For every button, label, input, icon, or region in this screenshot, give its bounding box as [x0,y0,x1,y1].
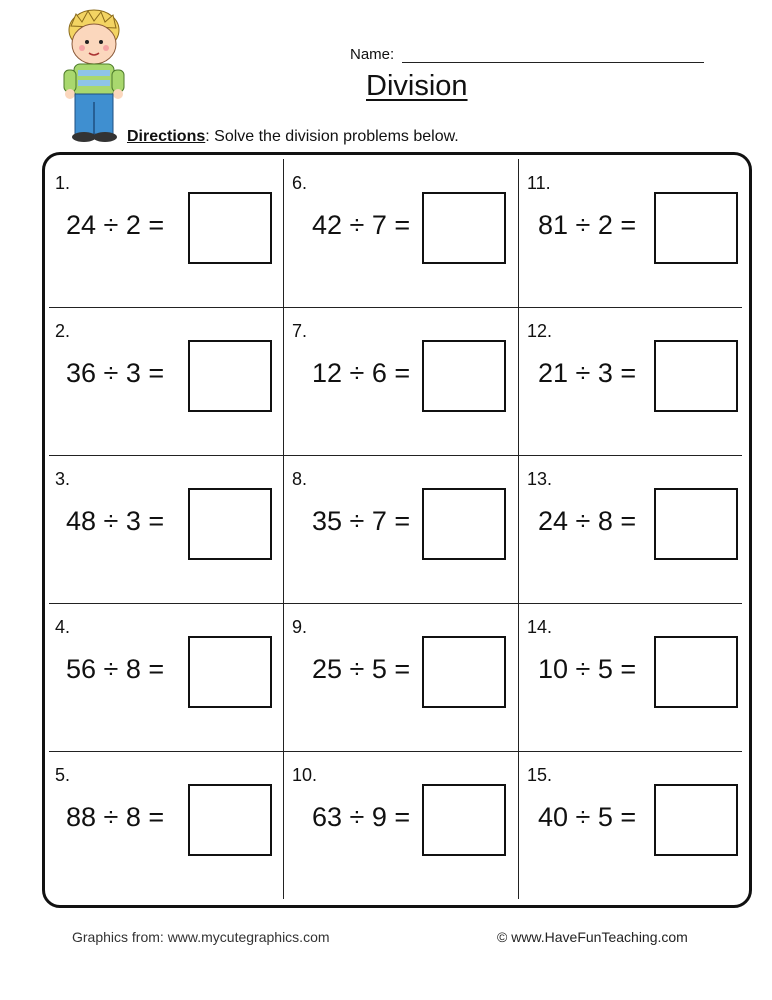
problem-equation: 63 ÷ 9 = [312,802,411,832]
problem-cell [283,155,515,303]
problem-cell [46,155,278,303]
problem-number: 12. [527,321,553,341]
problem-number: 9. [292,617,308,637]
answer-box[interactable] [188,636,272,708]
directions-label: Directions [127,128,206,145]
problem-number: 14. [527,617,553,637]
problem-number: 15. [527,765,553,785]
directions-text: : Solve the division problems below. [205,128,459,145]
problem-number: 6. [292,173,308,193]
problem-number: 10. [292,765,318,785]
problem-cell [46,303,278,451]
problem-cell [283,599,515,747]
answer-box[interactable] [422,192,506,264]
problem-cell [518,451,750,599]
problem-equation: 40 ÷ 5 = [538,802,637,832]
problem-cell [283,303,515,451]
problem-equation: 21 ÷ 3 = [538,358,637,388]
problem-equation: 12 ÷ 6 = [312,358,411,388]
problem-cell [46,747,278,895]
answer-box[interactable] [654,192,738,264]
problem-number: 3. [55,469,71,489]
problem-cell [518,303,750,451]
problem-equation: 36 ÷ 3 = [66,358,165,388]
problem-number: 1. [55,173,71,193]
problem-equation: 24 ÷ 8 = [538,506,637,536]
problem-cell [518,747,750,895]
answer-box[interactable] [654,636,738,708]
problem-number: 5. [55,765,71,785]
answer-box[interactable] [422,636,506,708]
problem-equation: 56 ÷ 8 = [66,654,165,684]
answer-box[interactable] [422,340,506,412]
answer-box[interactable] [654,488,738,560]
name-label: Name: [350,46,395,63]
page-title: Division [366,70,468,102]
name-field[interactable] [402,62,704,63]
problem-number: 13. [527,469,553,489]
answer-box[interactable] [654,784,738,856]
problem-equation: 10 ÷ 5 = [538,654,637,684]
answer-box[interactable] [188,192,272,264]
answer-box[interactable] [654,340,738,412]
problem-equation: 81 ÷ 2 = [538,210,637,240]
copyright: © www.HaveFunTeaching.com [497,929,688,945]
problem-number: 7. [292,321,308,341]
directions [127,128,459,146]
problem-cell [283,747,515,895]
problem-equation: 25 ÷ 5 = [312,654,411,684]
problem-cell [518,155,750,303]
answer-box[interactable] [422,488,506,560]
answer-box[interactable] [422,784,506,856]
problem-number: 4. [55,617,71,637]
problem-number: 2. [55,321,71,341]
graphics-credit: Graphics from: www.mycutegraphics.com [72,929,330,945]
problem-cell [46,599,278,747]
problem-equation: 48 ÷ 3 = [66,506,165,536]
problem-cell [46,451,278,599]
answer-box[interactable] [188,488,272,560]
answer-box[interactable] [188,340,272,412]
problem-number: 8. [292,469,308,489]
problem-cell [283,451,515,599]
problem-equation: 24 ÷ 2 = [66,210,165,240]
problem-equation: 35 ÷ 7 = [312,506,411,536]
answer-box[interactable] [188,784,272,856]
boy-clipart-icon [58,8,128,144]
problem-number: 11. [527,173,551,193]
problem-cell [518,599,750,747]
problem-equation: 88 ÷ 8 = [66,802,165,832]
problem-equation: 42 ÷ 7 = [312,210,411,240]
